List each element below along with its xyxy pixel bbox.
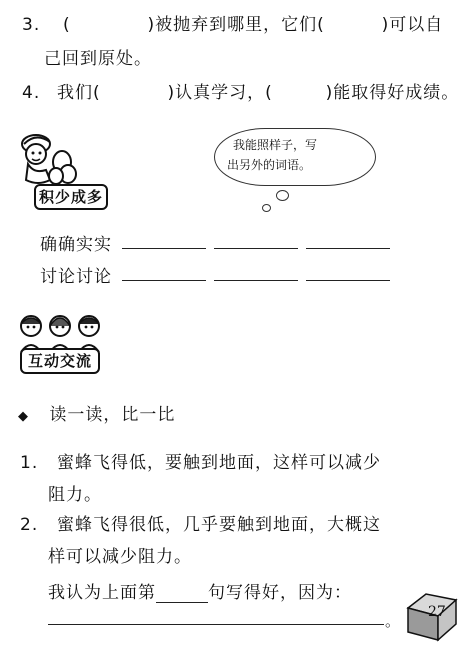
word-blank-2a[interactable]: [122, 280, 206, 281]
sentence-1-text: 蜜蜂飞得低，要触到地面，这样可以减少: [57, 453, 382, 473]
bubble-tail-dot-small: [262, 204, 271, 212]
answer-prompt: [48, 578, 352, 603]
word-blank-1b[interactable]: [214, 248, 298, 249]
sentence-2-line1: [20, 510, 381, 535]
page-number: 27: [428, 604, 446, 620]
question-3-middle-text: )被抛弃到哪里，它们(: [147, 15, 325, 35]
bubble-text-line2: 出另外的词语。: [227, 158, 312, 172]
reason-answer-line[interactable]: [48, 624, 384, 625]
word-blank-1c[interactable]: [306, 248, 390, 249]
sentence-choice-blank[interactable]: [156, 584, 208, 603]
question-3-line1: [22, 10, 443, 35]
question-3-open-paren: (: [63, 15, 71, 35]
question-4-text-a: 我们(: [57, 83, 101, 103]
question-4-line: [22, 78, 459, 103]
section-badge-interact: 互动交流: [20, 348, 100, 374]
sentence-1-line2: 阻力。: [48, 485, 102, 505]
word-example-2: 讨论讨论: [40, 267, 112, 287]
sentence-2-line2: 样可以减少阻力。: [48, 547, 192, 567]
page-number-cube: [404, 590, 458, 642]
children-icon: [16, 312, 106, 352]
compare-heading: 读一读，比一比: [49, 405, 176, 425]
compare-heading-row: [18, 400, 175, 425]
sentence-1-line1: [20, 448, 381, 473]
bubble-text-line1: 我能照样子，写: [233, 138, 318, 152]
question-4-number: 4.: [22, 83, 41, 103]
question-3-number: 3.: [22, 15, 41, 35]
interact-children-illustration: [16, 312, 106, 352]
sentence-2-text: 蜜蜂飞得很低，几乎要触到地面，大概这: [57, 515, 382, 535]
bubble-tail-dot-large: [276, 190, 289, 201]
thought-bubble: [214, 128, 376, 186]
question-4-text-c: )能取得好成绩。: [325, 83, 460, 103]
word-blank-2b[interactable]: [214, 280, 298, 281]
reason-end-mark: 。: [385, 612, 401, 630]
answer-prompt-a: 我认为上面第: [48, 583, 156, 603]
question-3-end-text: )可以自: [381, 15, 444, 35]
word-blank-1a[interactable]: [122, 248, 206, 249]
word-example-1: 确确实实: [40, 235, 112, 255]
section-badge-accumulate: 积少成多: [34, 184, 108, 210]
sentence-1-number: 1.: [20, 453, 39, 473]
word-blank-2c[interactable]: [306, 280, 390, 281]
diamond-bullet-icon: ◆: [18, 409, 29, 424]
question-4-text-b: )认真学习，(: [167, 83, 273, 103]
question-3-line2: 己回到原处。: [44, 49, 152, 69]
sentence-2-number: 2.: [20, 515, 39, 535]
answer-prompt-b: 句写得好，因为：: [208, 583, 352, 603]
